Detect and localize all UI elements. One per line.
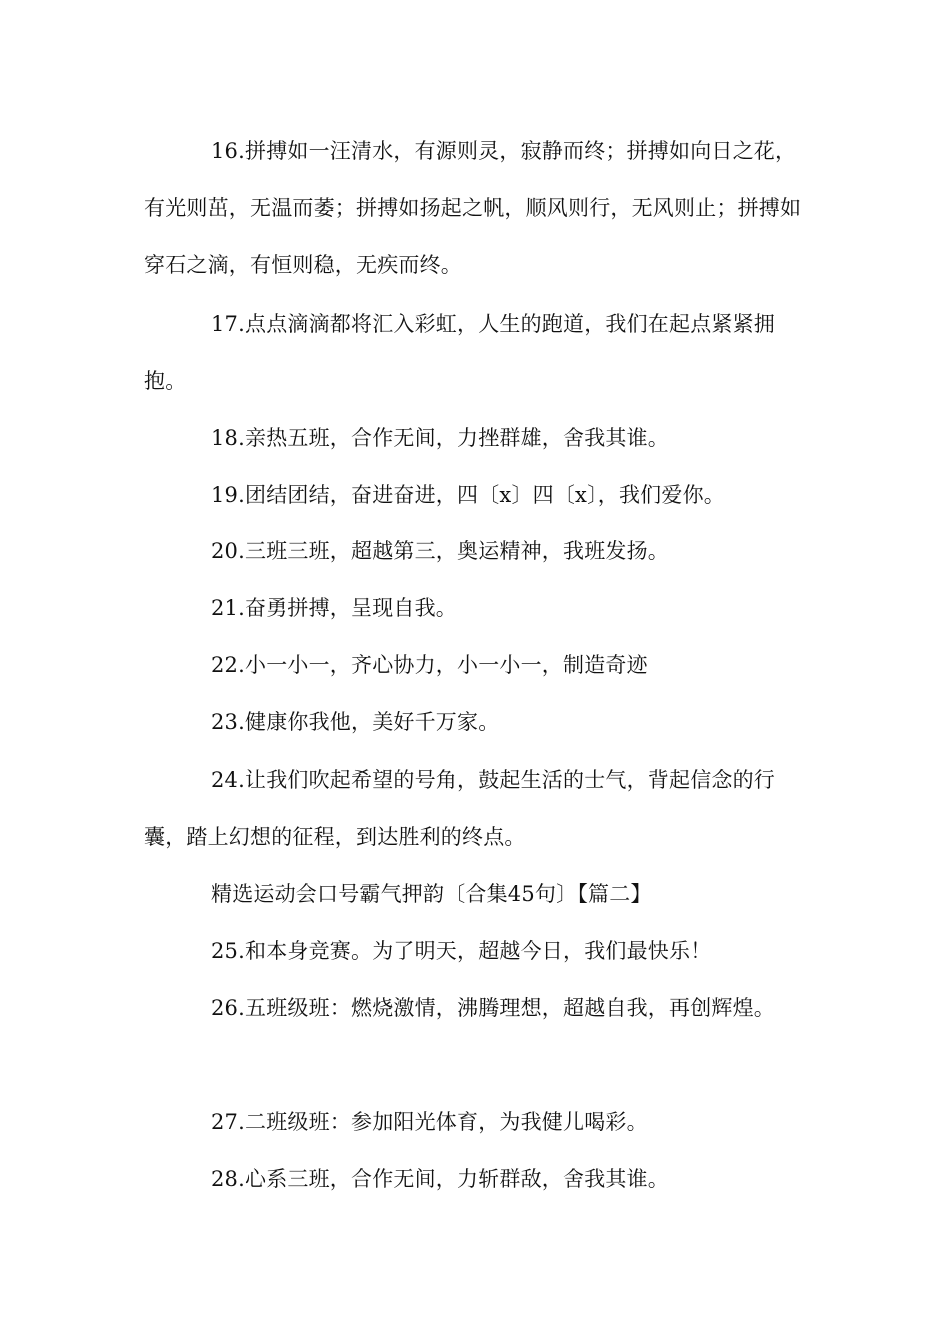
paragraph-17: 17.点点滴滴都将汇入彩虹，人生的跑道，我们在起点紧紧拥抱。 (144, 312, 775, 393)
paragraph-20: 20.三班三班，超越第三，奥运精神，我班发扬。 (211, 539, 669, 563)
paragraph-16: 16.拼搏如一汪清水，有源则灵，寂静而终；拼搏如向日之花，有光则茁，无温而萎；拼搏如扬起之帆，顺风则行，无风则止；拼搏如穿石之滴，有恒则稳，无疾而终。 (144, 139, 802, 277)
paragraph-28: 28.心系三班，合作无间，力斩群敌，舍我其谁。 (211, 1167, 669, 1191)
paragraph-24: 24.让我们吹起希望的号角，鼓起生活的士气，背起信念的行囊，踏上幻想的征程，到达胜利的终点。 (144, 768, 775, 849)
paragraph-27: 27.二班级班：参加阳光体育，为我健儿喝彩。 (211, 1110, 648, 1134)
section-heading: 精选运动会口号霸气押韵〔合集45句〕【篇二】 (211, 882, 652, 906)
paragraph-19: 19.团结团结，奋进奋进，四〔x〕四〔x〕，我们爱你。 (211, 483, 725, 507)
paragraph-25: 25.和本身竞赛。为了明天，超越今日，我们最快乐！ (211, 939, 712, 963)
paragraph-21: 21.奋勇拼搏，呈现自我。 (211, 596, 457, 620)
paragraph-22: 22.小一小一，齐心协力，小一小一，制造奇迹 (211, 653, 648, 677)
paragraph-26: 26.五班级班：燃烧激情，沸腾理想，超越自我，再创辉煌。 (211, 996, 775, 1020)
paragraph-23: 23.健康你我他，美好千万家。 (211, 710, 500, 734)
paragraph-18: 18.亲热五班，合作无间，力挫群雄，舍我其谁。 (211, 426, 669, 450)
